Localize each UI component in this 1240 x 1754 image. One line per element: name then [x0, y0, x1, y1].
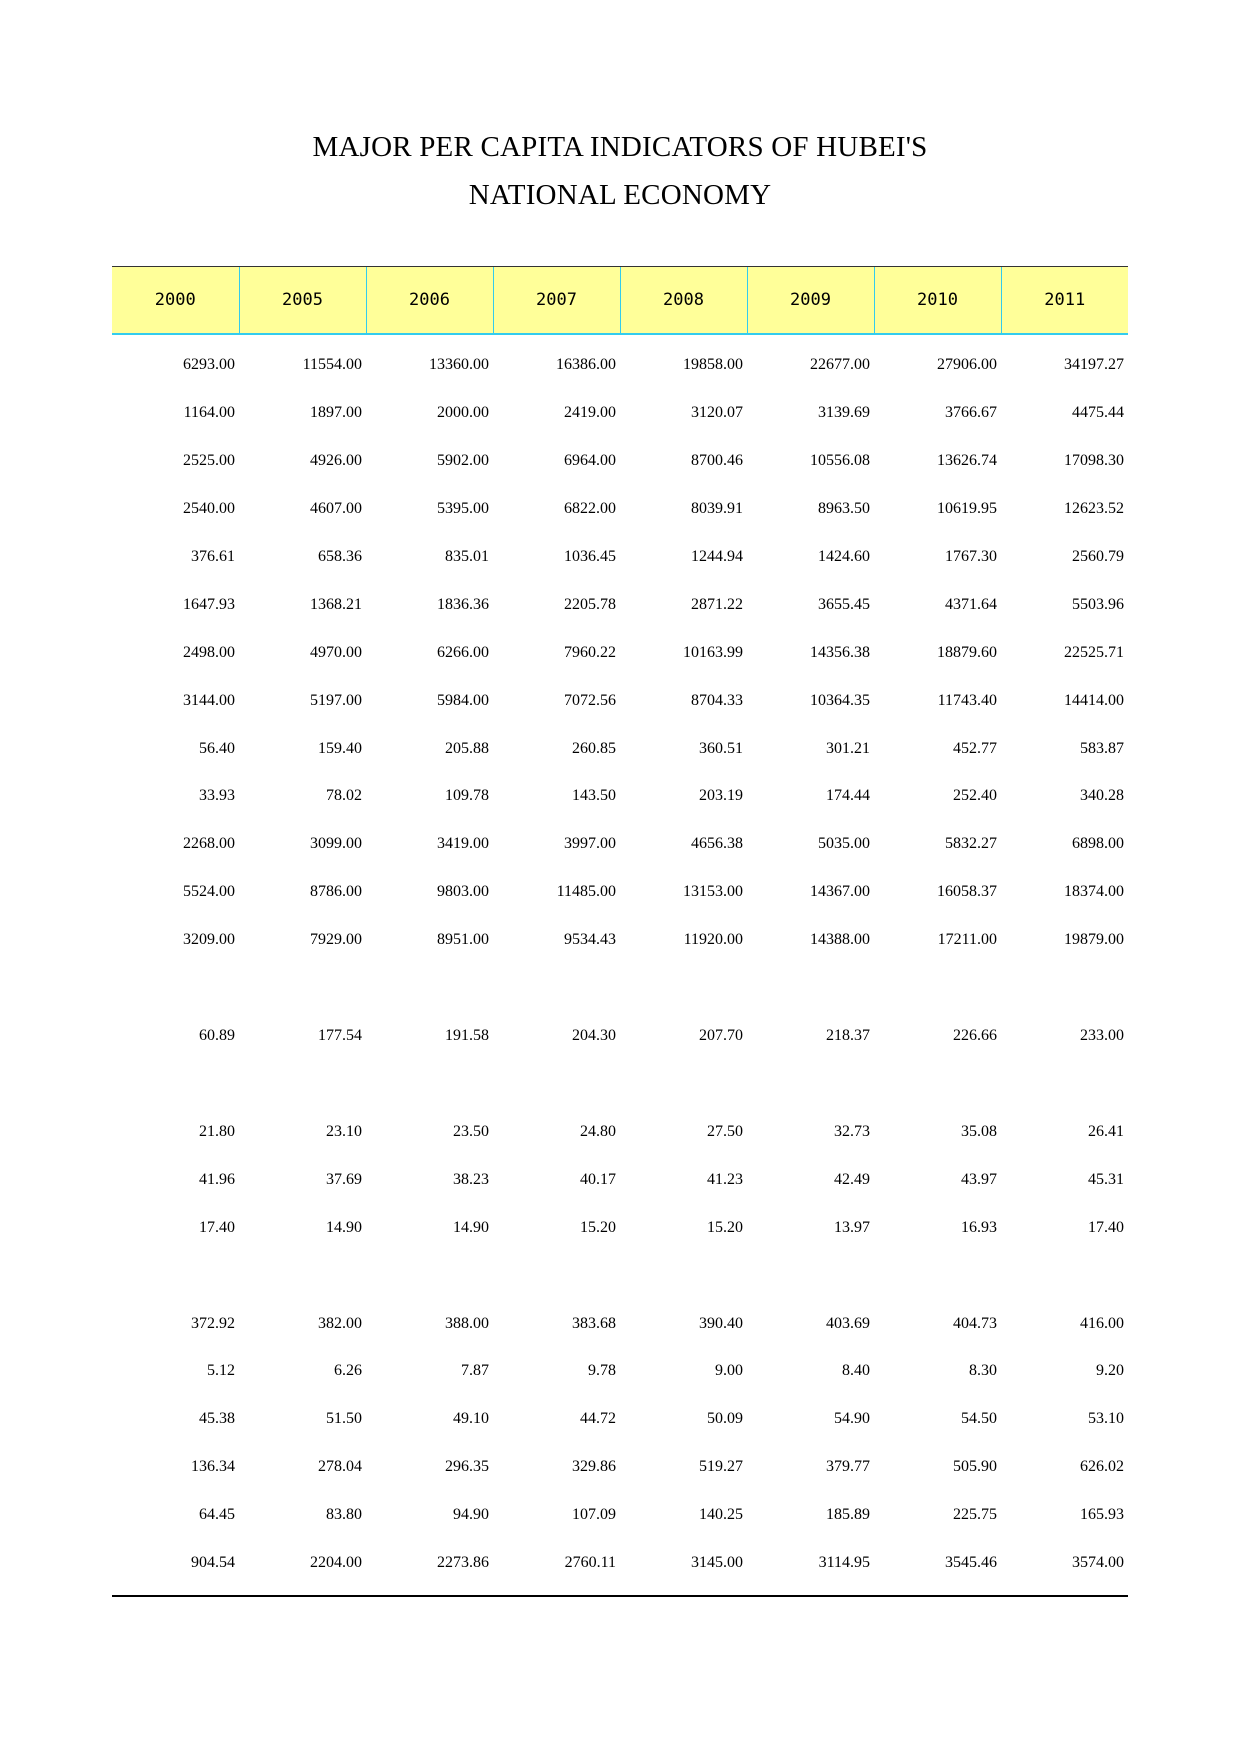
indicators-table — [112, 266, 1128, 1587]
table-cell: 33.93 — [199, 787, 235, 805]
table-cell: 49.10 — [453, 1410, 489, 1428]
table-cell: 583.87 — [1080, 739, 1124, 757]
table-cell: 404.73 — [953, 1314, 997, 1332]
table-cell: 54.90 — [834, 1410, 870, 1428]
table-cell: 174.44 — [826, 787, 870, 805]
table-cell: 7929.00 — [310, 931, 362, 949]
table-cell: 2205.78 — [564, 595, 616, 613]
table-cell: 16386.00 — [556, 356, 616, 374]
table-cell: 5.12 — [207, 1362, 235, 1380]
table-cell: 388.00 — [445, 1314, 489, 1332]
table-row — [112, 677, 1128, 725]
table-row — [112, 1491, 1128, 1539]
table-cell: 11485.00 — [556, 883, 616, 901]
table-cell: 9.78 — [588, 1362, 616, 1380]
table-cell: 340.28 — [1080, 787, 1124, 805]
table-cell: 6.26 — [334, 1362, 362, 1380]
table-row — [112, 334, 1128, 390]
table-cell: 9803.00 — [437, 883, 489, 901]
table-cell: 24.80 — [580, 1122, 616, 1140]
table-cell: 1164.00 — [183, 404, 235, 422]
table-row — [112, 1012, 1128, 1060]
table-cell: 83.80 — [326, 1506, 362, 1524]
table-cell: 159.40 — [318, 739, 362, 757]
table-cell: 2525.00 — [183, 452, 235, 470]
table-cell: 8786.00 — [310, 883, 362, 901]
table-cell: 3114.95 — [818, 1554, 870, 1572]
table-cell: 56.40 — [199, 739, 235, 757]
table-header — [112, 267, 1128, 334]
table-cell: 4475.44 — [1072, 404, 1124, 422]
page-title-line-2: NATIONAL ECONOMY — [468, 179, 772, 211]
table-cell: 1647.93 — [183, 595, 235, 613]
table-cell: 10163.99 — [683, 643, 743, 661]
table-cell: 2268.00 — [183, 835, 235, 853]
table-cell: 203.19 — [699, 787, 743, 805]
table-cell: 6822.00 — [564, 500, 616, 518]
table-cell: 11743.40 — [937, 691, 997, 709]
spacer-row — [112, 1060, 1128, 1108]
table-bottom-rule — [112, 1595, 1128, 1597]
table-row — [112, 1300, 1128, 1348]
table-cell: 140.25 — [699, 1506, 743, 1524]
table-cell: 14.90 — [453, 1218, 489, 1236]
table-cell: 27906.00 — [937, 356, 997, 374]
table-row — [112, 629, 1128, 677]
table-cell: 17.40 — [199, 1218, 235, 1236]
table-cell: 260.85 — [572, 739, 616, 757]
table-cell: 14356.38 — [810, 643, 870, 661]
table-row — [112, 581, 1128, 629]
table-cell: 519.27 — [699, 1458, 743, 1476]
table-cell: 5524.00 — [183, 883, 235, 901]
column-header-2007: 2007 — [493, 267, 620, 334]
spacer-row — [112, 964, 1128, 1012]
table-cell: 5197.00 — [310, 691, 362, 709]
table-cell: 2204.00 — [310, 1554, 362, 1572]
table-cell: 390.40 — [699, 1314, 743, 1332]
table-cell: 626.02 — [1080, 1458, 1124, 1476]
table-cell: 14367.00 — [810, 883, 870, 901]
table-cell: 9.00 — [715, 1362, 743, 1380]
table-cell: 17211.00 — [937, 931, 997, 949]
table-cell: 382.00 — [318, 1314, 362, 1332]
column-header-2000: 2000 — [112, 267, 239, 334]
table-cell: 3997.00 — [564, 835, 616, 853]
table-cell: 904.54 — [191, 1554, 235, 1572]
table-cell: 43.97 — [961, 1170, 997, 1188]
spacer-cell — [112, 1060, 1128, 1108]
table-cell: 53.10 — [1088, 1410, 1124, 1428]
column-header-2006: 2006 — [366, 267, 493, 334]
table-cell: 23.50 — [453, 1122, 489, 1140]
table-cell: 4656.38 — [691, 835, 743, 853]
table-cell: 218.37 — [826, 1027, 870, 1045]
table-cell: 38.23 — [453, 1170, 489, 1188]
table-cell: 8.30 — [969, 1362, 997, 1380]
table-cell: 16.93 — [961, 1218, 997, 1236]
table-cell: 45.38 — [199, 1410, 235, 1428]
table-row — [112, 1443, 1128, 1491]
table-cell: 13360.00 — [429, 356, 489, 374]
table-cell: 3099.00 — [310, 835, 362, 853]
table-cell: 5395.00 — [437, 500, 489, 518]
table-cell: 13.97 — [834, 1218, 870, 1236]
table-cell: 3574.00 — [1072, 1554, 1124, 1572]
table-cell: 1424.60 — [818, 548, 870, 565]
table-cell: 2871.22 — [691, 595, 743, 613]
table-cell: 278.04 — [318, 1458, 362, 1476]
table-cell: 94.90 — [453, 1506, 489, 1524]
table-cell: 107.09 — [572, 1506, 616, 1524]
table-cell: 1368.21 — [310, 595, 362, 613]
table-cell: 11554.00 — [302, 356, 362, 374]
table-cell: 226.66 — [953, 1027, 997, 1045]
table-cell: 17098.30 — [1064, 452, 1124, 470]
table-cell: 3545.46 — [945, 1554, 997, 1572]
table-cell: 658.36 — [318, 548, 362, 565]
table-cell: 6293.00 — [183, 356, 235, 374]
table-cell: 22677.00 — [810, 356, 870, 374]
table-cell: 8039.91 — [691, 500, 743, 518]
table-cell: 26.41 — [1088, 1122, 1124, 1140]
table-cell: 13626.74 — [937, 452, 997, 470]
table-cell: 177.54 — [318, 1027, 362, 1045]
table-cell: 5984.00 — [437, 691, 489, 709]
table-cell: 45.31 — [1088, 1170, 1124, 1188]
table-cell: 8951.00 — [437, 931, 489, 949]
table-cell: 10364.35 — [810, 691, 870, 709]
table-cell: 416.00 — [1080, 1314, 1124, 1332]
table-cell: 8704.33 — [691, 691, 743, 709]
table-cell: 379.77 — [826, 1458, 870, 1476]
indicators-table-container — [112, 266, 1128, 1587]
table-cell: 13153.00 — [683, 883, 743, 901]
column-header-2008: 2008 — [620, 267, 747, 334]
table-cell: 23.10 — [326, 1122, 362, 1140]
table-cell: 252.40 — [953, 787, 997, 805]
table-cell: 452.77 — [953, 739, 997, 757]
table-cell: 7072.56 — [564, 691, 616, 709]
table-cell: 14.90 — [326, 1218, 362, 1236]
table-cell: 360.51 — [699, 739, 743, 757]
table-cell: 6898.00 — [1072, 835, 1124, 853]
table-cell: 233.00 — [1080, 1027, 1124, 1045]
table-cell: 5035.00 — [818, 835, 870, 853]
table-cell: 3120.07 — [691, 404, 743, 422]
table-cell: 40.17 — [580, 1170, 616, 1188]
table-cell: 17.40 — [1088, 1218, 1124, 1236]
table-cell: 505.90 — [953, 1458, 997, 1476]
table-cell: 8700.46 — [691, 452, 743, 470]
table-cell: 403.69 — [826, 1314, 870, 1332]
table-cell: 9.20 — [1096, 1362, 1124, 1380]
table-cell: 5503.96 — [1072, 595, 1124, 613]
table-cell: 372.92 — [191, 1314, 235, 1332]
table-row — [112, 1156, 1128, 1204]
table-cell: 205.88 — [445, 739, 489, 757]
table-cell: 3145.00 — [691, 1554, 743, 1572]
table-row — [112, 820, 1128, 868]
table-row — [112, 437, 1128, 485]
table-cell: 136.34 — [191, 1458, 235, 1476]
table-cell: 3655.45 — [818, 595, 870, 613]
table-cell: 2419.00 — [564, 404, 616, 422]
table-cell: 78.02 — [326, 787, 362, 805]
table-cell: 2273.86 — [437, 1554, 489, 1572]
table-cell: 3209.00 — [183, 931, 235, 949]
table-cell: 4607.00 — [310, 500, 362, 518]
table-cell: 376.61 — [191, 548, 235, 565]
column-header-2009: 2009 — [747, 267, 874, 334]
table-cell: 11920.00 — [683, 931, 743, 949]
header-row — [112, 267, 1128, 334]
table-cell: 54.50 — [961, 1410, 997, 1428]
table-cell: 185.89 — [826, 1506, 870, 1524]
table-cell: 18879.60 — [937, 643, 997, 661]
table-cell: 2760.11 — [564, 1554, 616, 1572]
table-cell: 225.75 — [953, 1506, 997, 1524]
page-title-line-1: MAJOR PER CAPITA INDICATORS OF HUBEI'S — [312, 131, 928, 163]
table-row — [112, 725, 1128, 773]
table-cell: 14414.00 — [1064, 691, 1124, 709]
table-row — [112, 533, 1128, 581]
table-cell: 60.89 — [199, 1027, 235, 1045]
table-cell: 109.78 — [445, 787, 489, 805]
table-body — [112, 334, 1128, 1587]
table-cell: 204.30 — [572, 1027, 616, 1045]
table-cell: 22525.71 — [1064, 643, 1124, 661]
column-header-2011: 2011 — [1001, 267, 1128, 334]
table-cell: 5902.00 — [437, 452, 489, 470]
table-cell: 301.21 — [826, 739, 870, 757]
table-cell: 16058.37 — [937, 883, 997, 901]
table-cell: 50.09 — [707, 1410, 743, 1428]
spacer-row — [112, 1252, 1128, 1300]
table-cell: 15.20 — [707, 1218, 743, 1236]
table-cell: 1897.00 — [310, 404, 362, 422]
table-row — [112, 1348, 1128, 1396]
table-cell: 42.49 — [834, 1170, 870, 1188]
table-row — [112, 1395, 1128, 1443]
table-cell: 1036.45 — [564, 548, 616, 565]
table-cell: 296.35 — [445, 1458, 489, 1476]
table-cell: 7960.22 — [564, 643, 616, 661]
spacer-cell — [112, 964, 1128, 1012]
table-cell: 41.23 — [707, 1170, 743, 1188]
table-row — [112, 389, 1128, 437]
table-cell: 2498.00 — [183, 643, 235, 661]
table-cell: 7.87 — [461, 1362, 489, 1380]
table-cell: 10556.08 — [810, 452, 870, 470]
table-row — [112, 1204, 1128, 1252]
table-cell: 2540.00 — [183, 500, 235, 518]
table-cell: 37.69 — [326, 1170, 362, 1188]
table-cell: 143.50 — [572, 787, 616, 805]
table-row — [112, 1108, 1128, 1156]
table-cell: 6266.00 — [437, 643, 489, 661]
table-cell: 1767.30 — [945, 548, 997, 565]
table-cell: 5832.27 — [945, 835, 997, 853]
column-header-2010: 2010 — [874, 267, 1001, 334]
table-cell: 1836.36 — [437, 595, 489, 613]
table-cell: 12623.52 — [1064, 500, 1124, 518]
table-cell: 19858.00 — [683, 356, 743, 374]
table-cell: 207.70 — [699, 1027, 743, 1045]
table-cell: 835.01 — [445, 548, 489, 565]
table-cell: 15.20 — [580, 1218, 616, 1236]
spacer-cell — [112, 1252, 1128, 1300]
table-row — [112, 916, 1128, 964]
table-cell: 10619.95 — [937, 500, 997, 518]
table-cell: 8.40 — [842, 1362, 870, 1380]
table-cell: 51.50 — [326, 1410, 362, 1428]
table-cell: 3419.00 — [437, 835, 489, 853]
table-cell: 9534.43 — [564, 931, 616, 949]
table-cell: 35.08 — [961, 1122, 997, 1140]
table-cell: 383.68 — [572, 1314, 616, 1332]
table-cell: 329.86 — [572, 1458, 616, 1476]
table-cell: 2000.00 — [437, 404, 489, 422]
table-cell: 4970.00 — [310, 643, 362, 661]
table-cell: 3139.69 — [818, 404, 870, 422]
table-cell: 191.58 — [445, 1027, 489, 1045]
table-cell: 41.96 — [199, 1170, 235, 1188]
table-cell: 64.45 — [199, 1506, 235, 1524]
table-cell: 27.50 — [707, 1122, 743, 1140]
table-cell: 14388.00 — [810, 931, 870, 949]
table-cell: 21.80 — [199, 1122, 235, 1140]
table-row — [112, 485, 1128, 533]
table-cell: 2560.79 — [1072, 548, 1124, 565]
table-cell: 4926.00 — [310, 452, 362, 470]
table-cell: 18374.00 — [1064, 883, 1124, 901]
table-cell: 8963.50 — [818, 500, 870, 518]
table-cell: 6964.00 — [564, 452, 616, 470]
table-row — [112, 773, 1128, 821]
table-cell: 3144.00 — [183, 691, 235, 709]
table-row — [112, 868, 1128, 916]
table-cell: 32.73 — [834, 1122, 870, 1140]
table-cell: 3766.67 — [945, 404, 997, 422]
table-cell: 165.93 — [1080, 1506, 1124, 1524]
column-header-2005: 2005 — [239, 267, 366, 334]
table-row — [112, 1539, 1128, 1587]
table-cell: 1244.94 — [691, 548, 743, 565]
table-cell: 44.72 — [580, 1410, 616, 1428]
table-cell: 34197.27 — [1064, 356, 1124, 374]
table-cell: 19879.00 — [1064, 931, 1124, 949]
table-cell: 4371.64 — [945, 595, 997, 613]
